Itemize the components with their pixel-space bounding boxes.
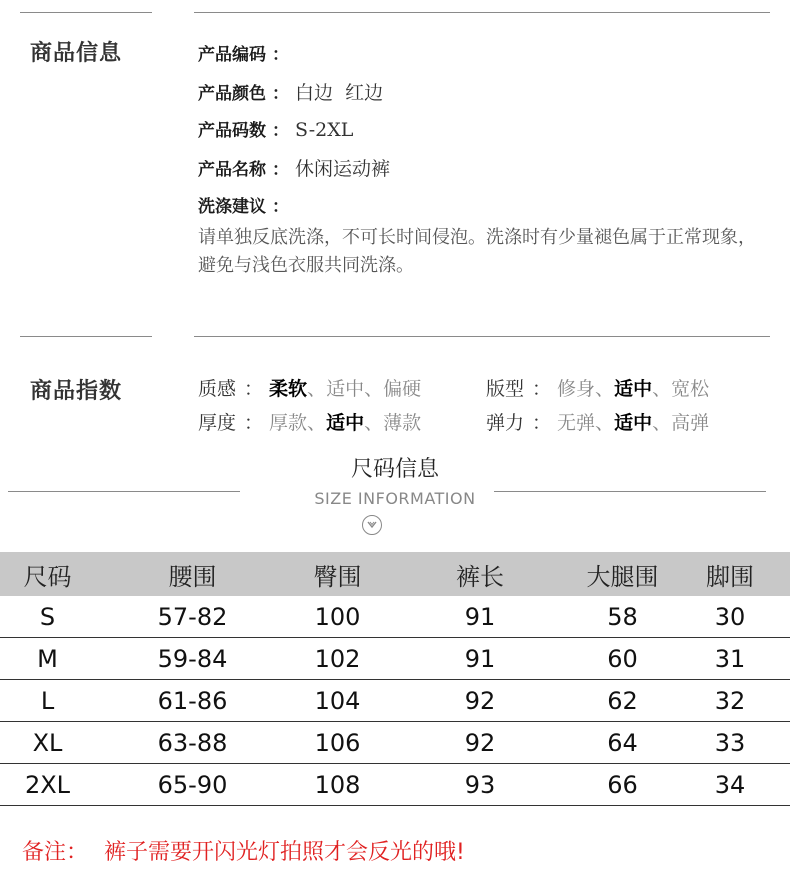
colon: ：: [244, 412, 264, 434]
option-separator: 、: [595, 412, 615, 434]
info-value: 休闲运动裤: [295, 158, 391, 180]
table-cell: 30: [714, 602, 746, 631]
table-cell: 58: [607, 602, 638, 631]
table-cell: 93: [464, 770, 496, 799]
info-row-care: [198, 192, 295, 217]
divider: [194, 336, 770, 337]
table-header-cell: 臀围: [313, 562, 362, 591]
note-text: 裤子需要开闪光灯拍照才会反光的哦!: [104, 840, 465, 865]
table-cell: 92: [464, 728, 496, 757]
option-separator: 、: [364, 412, 384, 434]
table-row: [0, 596, 790, 638]
index-option-selected: 柔软: [269, 378, 308, 400]
info-row-code: [198, 40, 295, 65]
info-row-color: [198, 78, 383, 105]
divider: [20, 336, 152, 337]
table-header-cell: 尺码: [23, 562, 72, 591]
divider: [20, 12, 152, 13]
table-cell: 34: [714, 770, 746, 799]
table-body: [0, 596, 790, 806]
index-options: [557, 374, 709, 401]
index-option: 无弹: [557, 412, 596, 434]
care-text: 请单独反底洗涤，不可长时间侵泡。洗涤时有少量褪色属于正常现象，避免与浅色衣服共同洗涤。: [198, 227, 756, 276]
colon: ：: [272, 121, 289, 141]
table-cell: 104: [314, 686, 361, 715]
index-options: [269, 408, 421, 435]
index-row-elasticity: [486, 408, 709, 435]
index-label: 版型: [486, 378, 525, 400]
table-cell: 32: [714, 686, 746, 715]
table-cell: 65-90: [157, 770, 228, 799]
table-cell: 64: [607, 728, 638, 757]
option-separator: 、: [652, 378, 672, 400]
table-cell: L: [40, 686, 55, 715]
table-cell: 92: [464, 686, 496, 715]
option-separator: 、: [595, 378, 615, 400]
info-label: 产品名称: [198, 160, 266, 180]
option-separator: 、: [364, 378, 384, 400]
table-header-cell: 裤长: [456, 562, 504, 591]
index-option-selected: 适中: [614, 378, 653, 400]
index-label: 厚度: [198, 412, 237, 434]
info-value: S-2XL: [295, 119, 354, 141]
table-cell: 66: [607, 770, 638, 799]
section-title-product-info: 商品信息: [30, 41, 123, 66]
table-cell: 62: [607, 686, 638, 715]
index-option: 厚款: [269, 412, 308, 434]
index-row-texture: [198, 374, 421, 401]
info-row-sizes: [198, 116, 353, 141]
index-option-selected: 适中: [614, 412, 653, 434]
colon: ：: [532, 412, 552, 434]
table-cell: 63-88: [157, 728, 228, 757]
table-cell: 100: [314, 602, 361, 631]
index-option: 修身: [557, 378, 596, 400]
index-label: 质感: [198, 378, 237, 400]
table-cell: 91: [464, 602, 496, 631]
note: [22, 835, 481, 866]
table-header-cell: 大腿围: [586, 562, 659, 591]
info-row-name: [198, 154, 390, 181]
size-info-subtitle: SIZE INFORMATION: [314, 489, 476, 508]
index-option: 偏硬: [383, 378, 422, 400]
index-option: 宽松: [671, 378, 710, 400]
colon: ：: [272, 84, 289, 104]
size-table: [0, 552, 790, 806]
index-option: 适中: [326, 378, 365, 400]
index-row-thickness: [198, 408, 421, 435]
table-cell: 33: [714, 728, 746, 757]
index-option: 高弹: [671, 412, 710, 434]
option-separator: 、: [307, 412, 327, 434]
size-info-title: 尺码信息: [350, 457, 439, 482]
table-cell: 31: [714, 644, 746, 673]
table-row: [0, 680, 790, 722]
table-cell: 57-82: [157, 602, 228, 631]
note-label: 备注：: [22, 840, 89, 865]
colon: ：: [272, 197, 289, 217]
table-cell: 106: [314, 728, 361, 757]
table-cell: 60: [607, 644, 638, 673]
divider: [194, 12, 770, 13]
table-cell: XL: [32, 728, 63, 757]
index-options: [557, 408, 709, 435]
index-option-selected: 适中: [326, 412, 365, 434]
table-cell: S: [39, 602, 56, 631]
table-cell: 59-84: [157, 644, 228, 673]
info-label: 产品编码: [198, 45, 266, 65]
table-cell: M: [37, 644, 58, 673]
colon: ：: [272, 45, 289, 65]
index-label: 弹力: [486, 412, 525, 434]
table-header: [0, 552, 790, 596]
table-cell: 61-86: [157, 686, 228, 715]
table-header-cell: 腰围: [168, 562, 217, 591]
table-cell: 108: [314, 770, 361, 799]
table-cell: 102: [314, 644, 361, 673]
section-title-product-index: 商品指数: [30, 379, 123, 404]
chevron-down-icon: [362, 515, 382, 535]
info-label: 产品码数: [198, 121, 266, 141]
info-label: 洗涤建议: [198, 197, 266, 217]
index-row-fit: [486, 374, 709, 401]
colon: ：: [244, 378, 264, 400]
table-header-cell: 脚围: [706, 562, 754, 591]
table-row: [0, 638, 790, 680]
table-cell: 2XL: [24, 770, 71, 799]
colon: ：: [532, 378, 552, 400]
table-row: [0, 722, 790, 764]
info-value: 白边 红边: [295, 82, 384, 104]
index-options: [269, 374, 421, 401]
table-row: [0, 764, 790, 806]
index-option: 薄款: [383, 412, 422, 434]
info-label: 产品颜色: [198, 84, 266, 104]
table-cell: 91: [464, 644, 496, 673]
option-separator: 、: [307, 378, 327, 400]
option-separator: 、: [652, 412, 672, 434]
colon: ：: [272, 160, 289, 180]
